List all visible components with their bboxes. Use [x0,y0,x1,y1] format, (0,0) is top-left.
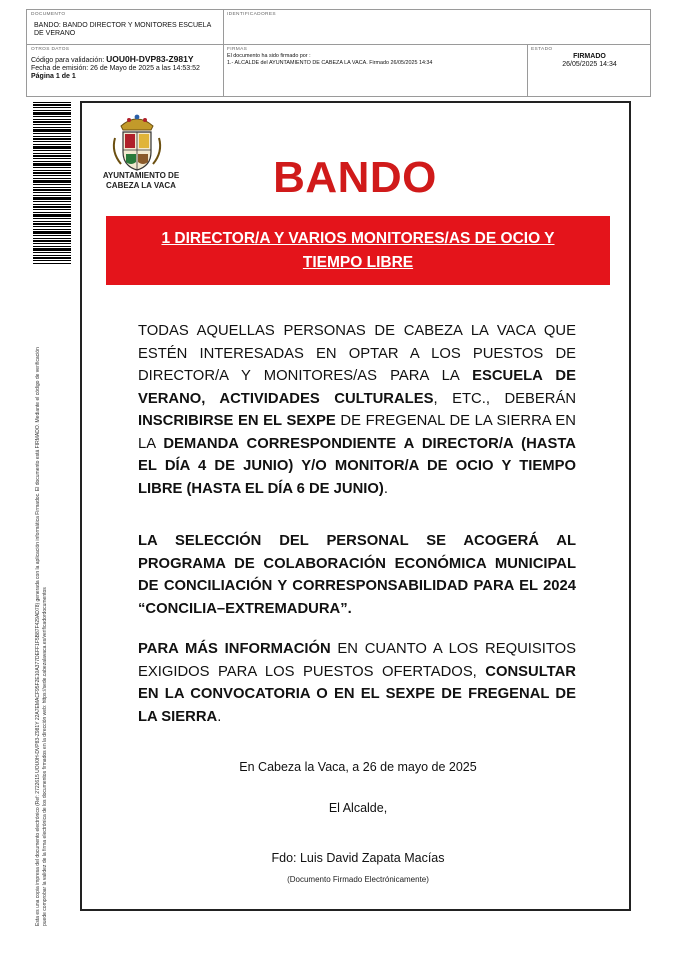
page-title: BANDO [273,153,437,202]
paragraph-bold-text: INSCRIBIRSE EN EL SEXPE [138,413,336,429]
paragraph-bold-text: ESCUELA DE VERANO, ACTIVIDADES CULTURALES [138,368,576,407]
codigo-label: Código para validación: [31,57,105,64]
paragraph-selection [138,530,576,620]
document-header-table [26,9,651,97]
paragraph-text: DE FREGENAL DE LA SIERRA EN LA [138,413,576,452]
paragraph-text: . [217,708,222,725]
paragraph-application [138,320,576,500]
signer-role: El Alcalde, [328,801,388,815]
firmas-line: El documento ha sido firmado por : [227,53,311,59]
side-text-line: puede comprobar la validez de la firma electrónica de los documentos firmados en la dirección web: https://sede.cabezalavaca.es/verificadordocumentos [41,587,48,926]
paragraph-bold-text: LA SELECCIÓN DEL PERSONAL SE ACOGERÁ AL PROGRAMA DE COLABORACIÓN ECONÓMICA MUNICIPAL DE CONCILIACIÓN Y CORRESPONSABILIDAD PARA EL 2024 “CONCILIA–EXTREMADURA”. [138,533,576,617]
documento-cell [31,12,219,38]
paragraph-text: , ETC., DEBERÁN [433,390,577,407]
side-text-line: Esta es una copia impresa del documento electrónico (Ref: 2722615 UOU0H-DVP83-Z981Y 22A7EMACF95F2E10A377DEFF1F5B87F429AD78) generada con la aplicación informática Firmadoc. El documento está FIRMADO. Mediante el código de verificación [35,347,41,926]
place-and-date: En Cabeza la Vaca, a 26 de mayo de 2025 [239,760,477,774]
firmas-line: 1.- ALCALDE del AYUNTAMIENTO DE CABEZA LA VACA. Firmado 26/05/2025 14:34 [227,60,433,66]
estado-cell [531,47,648,69]
header-divider [27,44,650,45]
verification-side-text [35,266,48,926]
town-line: CABEZA LA VACA [106,181,176,190]
banner-line: TIEMPO LIBRE [302,254,414,271]
firmas-cell [227,47,523,67]
coat-of-arms-icon [107,108,167,174]
otros-datos-caption: OTROS DATOS [31,47,70,52]
header-divider [223,10,224,96]
documento-value: BANDO: BANDO DIRECTOR Y MONITORES ESCUELA DE VERANO [34,22,211,38]
paragraph-bold-text: DEMANDA CORRESPONDIENTE A DIRECTOR/A (HASTA EL DÍA 4 DE JUNIO) Y/O MONITOR/A DE OCIO Y TIEMPO LIBRE (HASTA EL DÍA 6 DE JUNIO) [138,435,576,497]
job-banner [106,216,610,285]
paragraph-text: TODAS AQUELLAS PERSONAS DE CABEZA LA VACA QUE ESTÉN INTERESADAS EN OPTAR A LOS PUESTOS DE DIRECTOR/A Y MONITORES/AS PARA LA [138,323,576,384]
header-divider [527,44,528,96]
identificadores-cell [227,12,527,18]
documento-caption: DOCUMENTO [31,12,66,17]
paragraph-text: . [383,480,388,497]
pagina-count: Página 1 de 1 [31,73,76,81]
town-line: AYUNTAMIENTO DE [102,171,180,180]
electronic-signature-note: (Documento Firmado Electrónicamente) [287,875,429,884]
estado-date: 26/05/2025 14:34 [562,61,617,69]
signer-name: Fdo: Luis David Zapata Macías [271,851,445,865]
paragraph-text: EN CUANTO A LOS REQUISITOS EXIGIDOS PARA LOS PUESTOS OFERTADOS, [138,641,577,680]
paragraph-bold-text: PARA MÁS INFORMACIÓN [138,641,331,657]
codigo-value: UOU0H-DVP83-Z981Y [106,54,194,64]
paragraph-more-info [138,638,576,728]
estado-value: FIRMADO [573,53,606,60]
firmas-caption: FIRMAS [227,47,248,52]
identificadores-caption: IDENTIFICADORES [227,12,276,17]
otros-datos-cell [31,47,221,82]
paragraph-bold-text: CONSULTAR EN LA CONVOCATORIA O EN EL SEXPE DE FREGENAL DE LA SIERRA [138,663,576,725]
banner-line: 1 DIRECTOR/A Y VARIOS MONITORES/AS DE OCIO Y [161,230,555,247]
fecha-emision: Fecha de emisión: 26 de Mayo de 2025 a las 14:53:52 [31,65,200,73]
estado-caption: ESTADO [531,47,553,52]
barcode [33,102,71,264]
